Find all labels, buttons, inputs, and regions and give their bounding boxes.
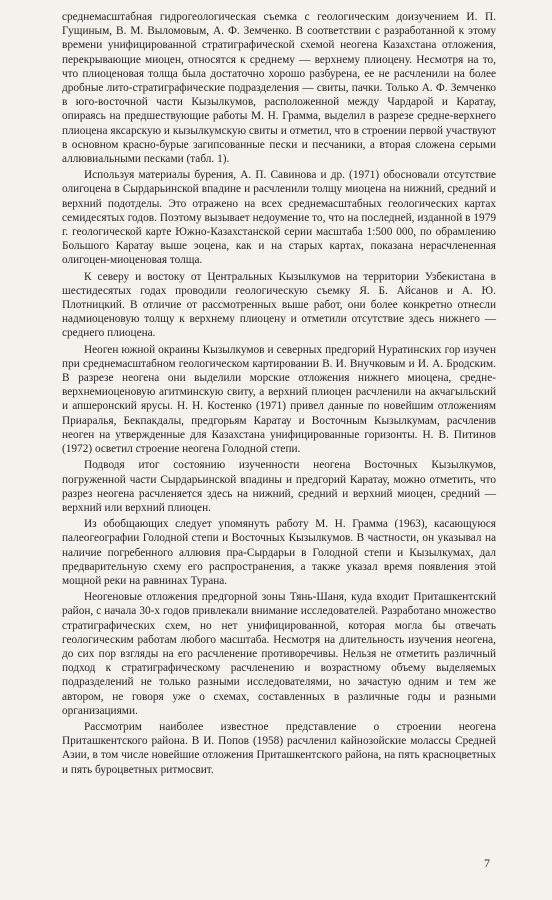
paragraph-7: Неогеновые отложения предгорной зоны Тянь-Шаня, куда входит Приташкентский район, с начала 30-х годов привлекали внимание исследователей. Разработано множество стратиграфических схем, но нет унифицированной, которая могла бы отвечать геологическим работам любого масштаба. Несмотря на длительность изучения неогена, до сих пор взгляды на его расчленение противоречивы. Нельзя не отметить различный подход к стратиграфическому расчленению и возрастному объему выделяемых подразделений не только разными исследователями, но зачастую одним и тем же автором, не говоря уже о схемах, составленных в различные годы и разными организациями. bbox=[62, 591, 496, 717]
page-number: 7 bbox=[484, 856, 490, 870]
paragraph-1: среднемасштабная гидрогеологическая съемка с геологическим доизучением И. П. Гущиным, В. М. Выломовым, А. Ф. Земченко. В соответствии с разработанной к этому времени унифицированной стратиграфической схемой неогена Казахстана отложения, перекрывающие миоцен, относятся к среднему — верхнему плиоцену. Несмотря на то, что плиоценовая толща была достаточно хорошо разбурена, ее не расчленили на более дробные лито-стратиграфические подразделения — свиты, пачки. Только А. Ф. Земченко в юго-восточной части Кызылкумов, расположенной между Чардарой и Каратау, опираясь на предшествующие работы М. Н. Грамма, выделил в разрезе средне-верхнего плиоцена яксарскую и кызылкумскую свиты и отметил, что в строении первой участвуют в основном красно-бурые загипсованные пески и песчаники, а вторая сложена серыми аллювиальными песками (табл. 1). bbox=[62, 11, 496, 166]
page-body-text bbox=[62, 10, 496, 777]
paragraph-5: Подводя итог состоянию изученности неогена Восточных Кызылкумов, погруженной части Сырдарьинской впадины и предгорий Каратау, можно отметить, что разрез неогена расчленяется здесь на нижний, средний и верхний миоцен, средний — верхний или верхний плиоцен. bbox=[62, 459, 496, 514]
paragraph-8: Рассмотрим наиболее известное представление о строении неогена Приташкентского района. В И. Попов (1958) расчленил кайнозойские молассы Средней Азии, в том числе новейшие отложения Приташкентского района, на пять красноцветных и пять буроцветных ритмосвит. bbox=[62, 720, 496, 776]
paragraph-4: Неоген южной окраины Кызылкумов и северных предгорий Нуратинских гор изучен при среднемасштабном геологическом картировании В. И. Внучковым и И. А. Бродским. В разрезе неогена они выделили морские отложения нижнего миоцена, средне-верхнемиоценовую агитминскую свиту, а верхний плиоцен расчленили на акчагыльский и апшеронский ярусы. Н. Н. Костенко (1971) привел данные по новейшим отложениям Приаралья, Бекпакдалы, предгорьям Каратау и Восточным Кызылкумам, расчленив неоген на утвержденные для Казахстана унифицированные горизонты. Н. В. Питинов (1972) осветил строение неогена Голодной степи. bbox=[62, 343, 496, 456]
paragraph-2: Используя материалы бурения, А. П. Савинова и др. (1971) обосновали отсутствие олигоцена в Сырдарьинской впадине и расчленили толщу миоцена на нижний, средний и верхний подотделы. Это отражено на всех среднемасштабных геологических картах семидесятых годов. Поэтому вызывает недоумение то, что на последней, изданной в 1979 г. геологической карте Южно-Казахстанской серии масштаба 1:500 000, по обрамлению Большого Каратау выше эоцена, как и на старых картах, показана нерасчлененная олигоцен-миоценовая толща. bbox=[62, 169, 496, 267]
paragraph-3: К северу и востоку от Центральных Кызылкумов на территории Узбекистана в шестидесятых годах проводили геологическую съемку Я. Б. Айсанов и А. Ю. Плотницкий. В отличие от рассмотренных выше работ, они более конкретно отнесли надмиоценовую толщу к верхнему плиоцену и отметили отсутствие здесь нижнего — среднего плиоцена. bbox=[62, 270, 496, 340]
paragraph-6: Из обобщающих следует упомянуть работу М. Н. Грамма (1963), касающуюся палеогеографии Голодной степи и Восточных Кызылкумов. В частности, он указывал на наличие погребенного аллювия пра-Сырдарьи в Голодной степи и Кызылкумах, дал предварительную схему его распространения, а также указал время появления этой мощной реки на равнинах Турана. bbox=[62, 518, 496, 587]
